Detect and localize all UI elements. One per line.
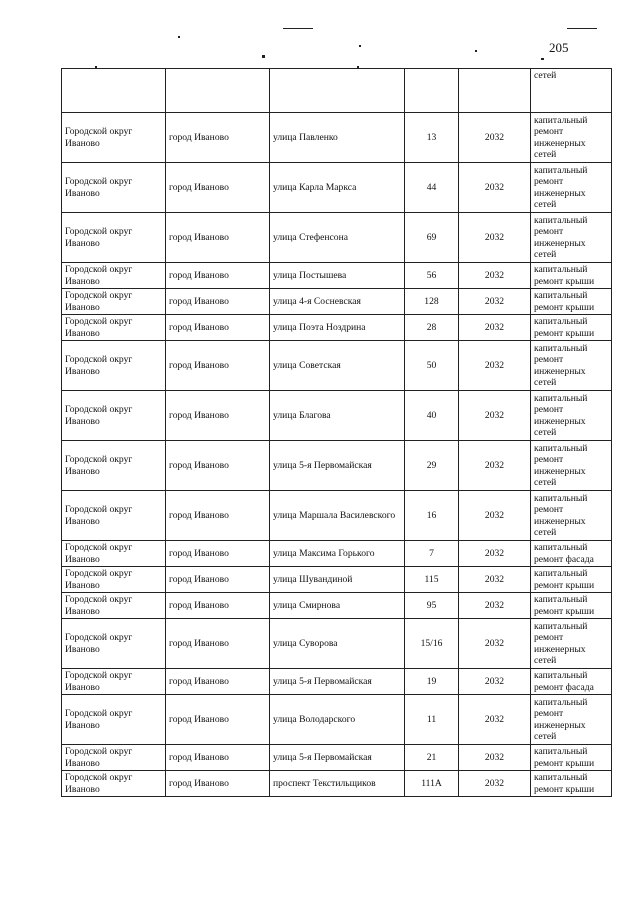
cell-year: 2032 (459, 541, 531, 567)
table-row (62, 567, 612, 593)
table-row (62, 441, 612, 491)
cell-year: 2032 (459, 619, 531, 669)
table-row (62, 315, 612, 341)
cell-street: улица Шувандиной (270, 567, 405, 593)
table-row-continuation (62, 69, 612, 113)
register-table (61, 68, 612, 797)
cell-work: капитальный ремонт фасада (531, 669, 612, 695)
cell-okrug: Городской округ Иваново (62, 441, 166, 491)
cell-okrug: Городской округ Иваново (62, 491, 166, 541)
cell-okrug: Городской округ Иваново (62, 771, 166, 797)
cell-okrug: Городской округ Иваново (62, 541, 166, 567)
cell-city: город Иваново (166, 541, 270, 567)
cell-work: капитальный ремонт крыши (531, 315, 612, 341)
cell-house: 56 (405, 263, 459, 289)
cell-year (459, 69, 531, 113)
cell-city (166, 69, 270, 113)
cell-street: улица 4-я Сосневская (270, 289, 405, 315)
cell-street: улица Постышева (270, 263, 405, 289)
cell-okrug: Городской округ Иваново (62, 669, 166, 695)
table-row (62, 263, 612, 289)
cell-okrug: Городской округ Иваново (62, 263, 166, 289)
cell-house: 115 (405, 567, 459, 593)
table-row (62, 341, 612, 391)
cell-year: 2032 (459, 263, 531, 289)
cell-work: капитальный ремонт крыши (531, 771, 612, 797)
cell-house: 11 (405, 695, 459, 745)
cell-okrug: Городской округ Иваново (62, 113, 166, 163)
table-row (62, 113, 612, 163)
cell-street: улица Поэта Ноздрина (270, 315, 405, 341)
cell-city: город Иваново (166, 213, 270, 263)
table-row (62, 669, 612, 695)
cell-okrug: Городской округ Иваново (62, 593, 166, 619)
cell-year: 2032 (459, 391, 531, 441)
cell-okrug: Городской округ Иваново (62, 289, 166, 315)
cell-street: улица 5-я Первомайская (270, 669, 405, 695)
cell-year: 2032 (459, 695, 531, 745)
table-row (62, 491, 612, 541)
cell-street: улица Карла Маркса (270, 163, 405, 213)
cell-street: улица Стефенсона (270, 213, 405, 263)
cell-work: капитальный ремонт фасада (531, 541, 612, 567)
cell-city: город Иваново (166, 289, 270, 315)
cell-city: город Иваново (166, 593, 270, 619)
cell-city: город Иваново (166, 695, 270, 745)
cell-okrug: Городской округ Иваново (62, 619, 166, 669)
cell-house: 44 (405, 163, 459, 213)
page-number: 205 (549, 40, 569, 55)
cell-house: 69 (405, 213, 459, 263)
cell-house: 28 (405, 315, 459, 341)
cell-house (405, 69, 459, 113)
cell-year: 2032 (459, 593, 531, 619)
cell-house: 19 (405, 669, 459, 695)
cell-work: капитальный ремонт инженерных сетей (531, 391, 612, 441)
table-row (62, 541, 612, 567)
cell-city: город Иваново (166, 669, 270, 695)
table-row (62, 163, 612, 213)
cell-work: капитальный ремонт инженерных сетей (531, 163, 612, 213)
cell-street: проспект Текстильщиков (270, 771, 405, 797)
cell-year: 2032 (459, 771, 531, 797)
cell-street: улица Маршала Василевского (270, 491, 405, 541)
cell-house: 95 (405, 593, 459, 619)
cell-city: город Иваново (166, 163, 270, 213)
cell-city: город Иваново (166, 391, 270, 441)
scan-artifact-dot (541, 58, 544, 60)
cell-year: 2032 (459, 745, 531, 771)
cell-house: 111А (405, 771, 459, 797)
cell-year: 2032 (459, 341, 531, 391)
cell-house: 21 (405, 745, 459, 771)
cell-okrug: Городской округ Иваново (62, 391, 166, 441)
cell-city: город Иваново (166, 315, 270, 341)
cell-work: капитальный ремонт крыши (531, 263, 612, 289)
table-row (62, 593, 612, 619)
cell-street: улица 5-я Первомайская (270, 441, 405, 491)
cell-okrug: Городской округ Иваново (62, 213, 166, 263)
table-row (62, 391, 612, 441)
cell-work: капитальный ремонт крыши (531, 745, 612, 771)
cell-house: 16 (405, 491, 459, 541)
cell-year: 2032 (459, 441, 531, 491)
cell-street: улица Володарского (270, 695, 405, 745)
cell-house: 29 (405, 441, 459, 491)
cell-work: капитальный ремонт инженерных сетей (531, 341, 612, 391)
table-row (62, 695, 612, 745)
cell-city: город Иваново (166, 771, 270, 797)
scan-artifact-dot (359, 45, 361, 47)
cell-year: 2032 (459, 315, 531, 341)
table-row (62, 619, 612, 669)
cell-street: улица 5-я Первомайская (270, 745, 405, 771)
cell-okrug: Городской округ Иваново (62, 695, 166, 745)
cell-year: 2032 (459, 163, 531, 213)
cell-year: 2032 (459, 491, 531, 541)
table-row (62, 289, 612, 315)
cell-city: город Иваново (166, 491, 270, 541)
cell-year: 2032 (459, 213, 531, 263)
cell-work: капитальный ремонт инженерных сетей (531, 441, 612, 491)
scan-artifact-line (283, 28, 313, 29)
cell-city: город Иваново (166, 341, 270, 391)
cell-house: 7 (405, 541, 459, 567)
cell-city: город Иваново (166, 113, 270, 163)
cell-house: 13 (405, 113, 459, 163)
cell-house: 40 (405, 391, 459, 441)
cell-work: капитальный ремонт крыши (531, 593, 612, 619)
cell-street: улица Максима Горького (270, 541, 405, 567)
cell-okrug: Городской округ Иваново (62, 745, 166, 771)
cell-house: 128 (405, 289, 459, 315)
cell-street (270, 69, 405, 113)
cell-work: капитальный ремонт инженерных сетей (531, 619, 612, 669)
table-row (62, 213, 612, 263)
cell-street: улица Суворова (270, 619, 405, 669)
cell-year: 2032 (459, 113, 531, 163)
cell-city: город Иваново (166, 263, 270, 289)
cell-street: улица Благова (270, 391, 405, 441)
cell-year: 2032 (459, 567, 531, 593)
cell-work: капитальный ремонт крыши (531, 289, 612, 315)
cell-street: улица Смирнова (270, 593, 405, 619)
cell-work: сетей (531, 69, 612, 113)
cell-okrug: Городской округ Иваново (62, 163, 166, 213)
cell-year: 2032 (459, 289, 531, 315)
table-row (62, 745, 612, 771)
scan-artifact-dot (475, 50, 477, 52)
cell-work: капитальный ремонт инженерных сетей (531, 491, 612, 541)
cell-street: улица Павленко (270, 113, 405, 163)
scan-artifact-dot (262, 55, 265, 58)
cell-city: город Иваново (166, 567, 270, 593)
cell-city: город Иваново (166, 745, 270, 771)
cell-work: капитальный ремонт инженерных сетей (531, 113, 612, 163)
scan-artifact-dot (178, 36, 180, 38)
cell-city: город Иваново (166, 619, 270, 669)
cell-house: 15/16 (405, 619, 459, 669)
cell-work: капитальный ремонт инженерных сетей (531, 695, 612, 745)
cell-okrug: Городской округ Иваново (62, 315, 166, 341)
cell-okrug (62, 69, 166, 113)
cell-house: 50 (405, 341, 459, 391)
cell-year: 2032 (459, 669, 531, 695)
cell-work: капитальный ремонт инженерных сетей (531, 213, 612, 263)
cell-okrug: Городской округ Иваново (62, 567, 166, 593)
table-row (62, 771, 612, 797)
cell-okrug: Городской округ Иваново (62, 341, 166, 391)
scan-artifact-line (567, 28, 597, 29)
cell-street: улица Советская (270, 341, 405, 391)
cell-city: город Иваново (166, 441, 270, 491)
cell-work: капитальный ремонт крыши (531, 567, 612, 593)
